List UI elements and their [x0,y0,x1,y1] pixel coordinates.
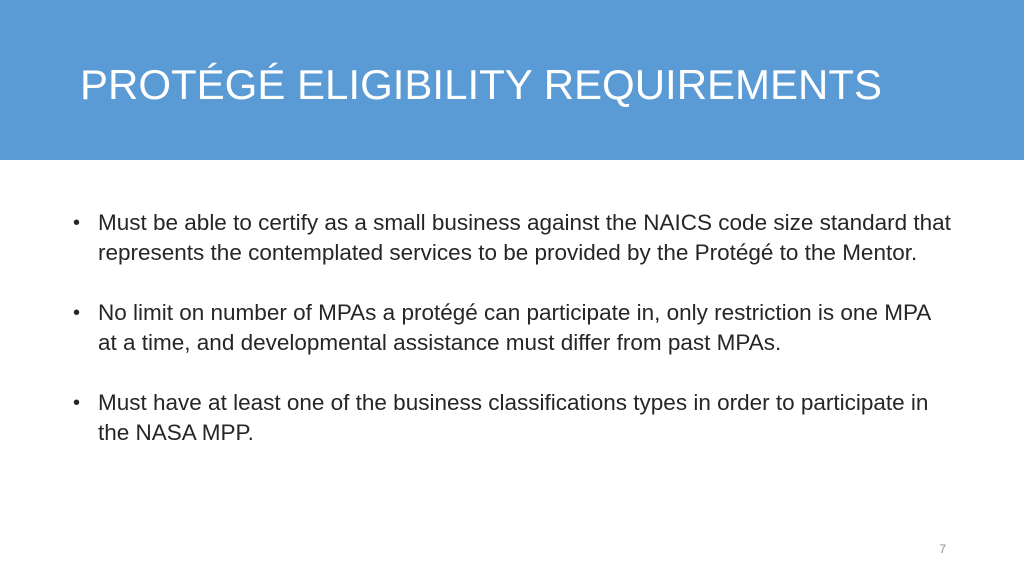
title-band [0,0,1024,160]
slide-title: PROTÉGÉ ELIGIBILITY REQUIREMENTS [80,61,883,108]
bullet-list [73,208,953,448]
bullet-icon: • [73,302,81,324]
bullet-text: No limit on number of MPAs a protégé can participate in, only restriction is one MPA at a time, and developmental assistance must differ from past MPAs. [98,300,931,355]
bullet-item [73,208,953,268]
bullet-text: Must be able to certify as a small business against the NAICS code size standard that represents the contemplated services to be provided by the Protégé to the Mentor. [98,210,951,265]
bullet-text: Must have at least one of the business classifications types in order to participate in the NASA MPP. [98,390,929,445]
bullet-icon: • [73,392,81,414]
bullet-item [73,298,953,358]
page-number: 7 [939,542,946,556]
bullet-item [73,388,953,448]
bullet-icon: • [73,212,81,234]
